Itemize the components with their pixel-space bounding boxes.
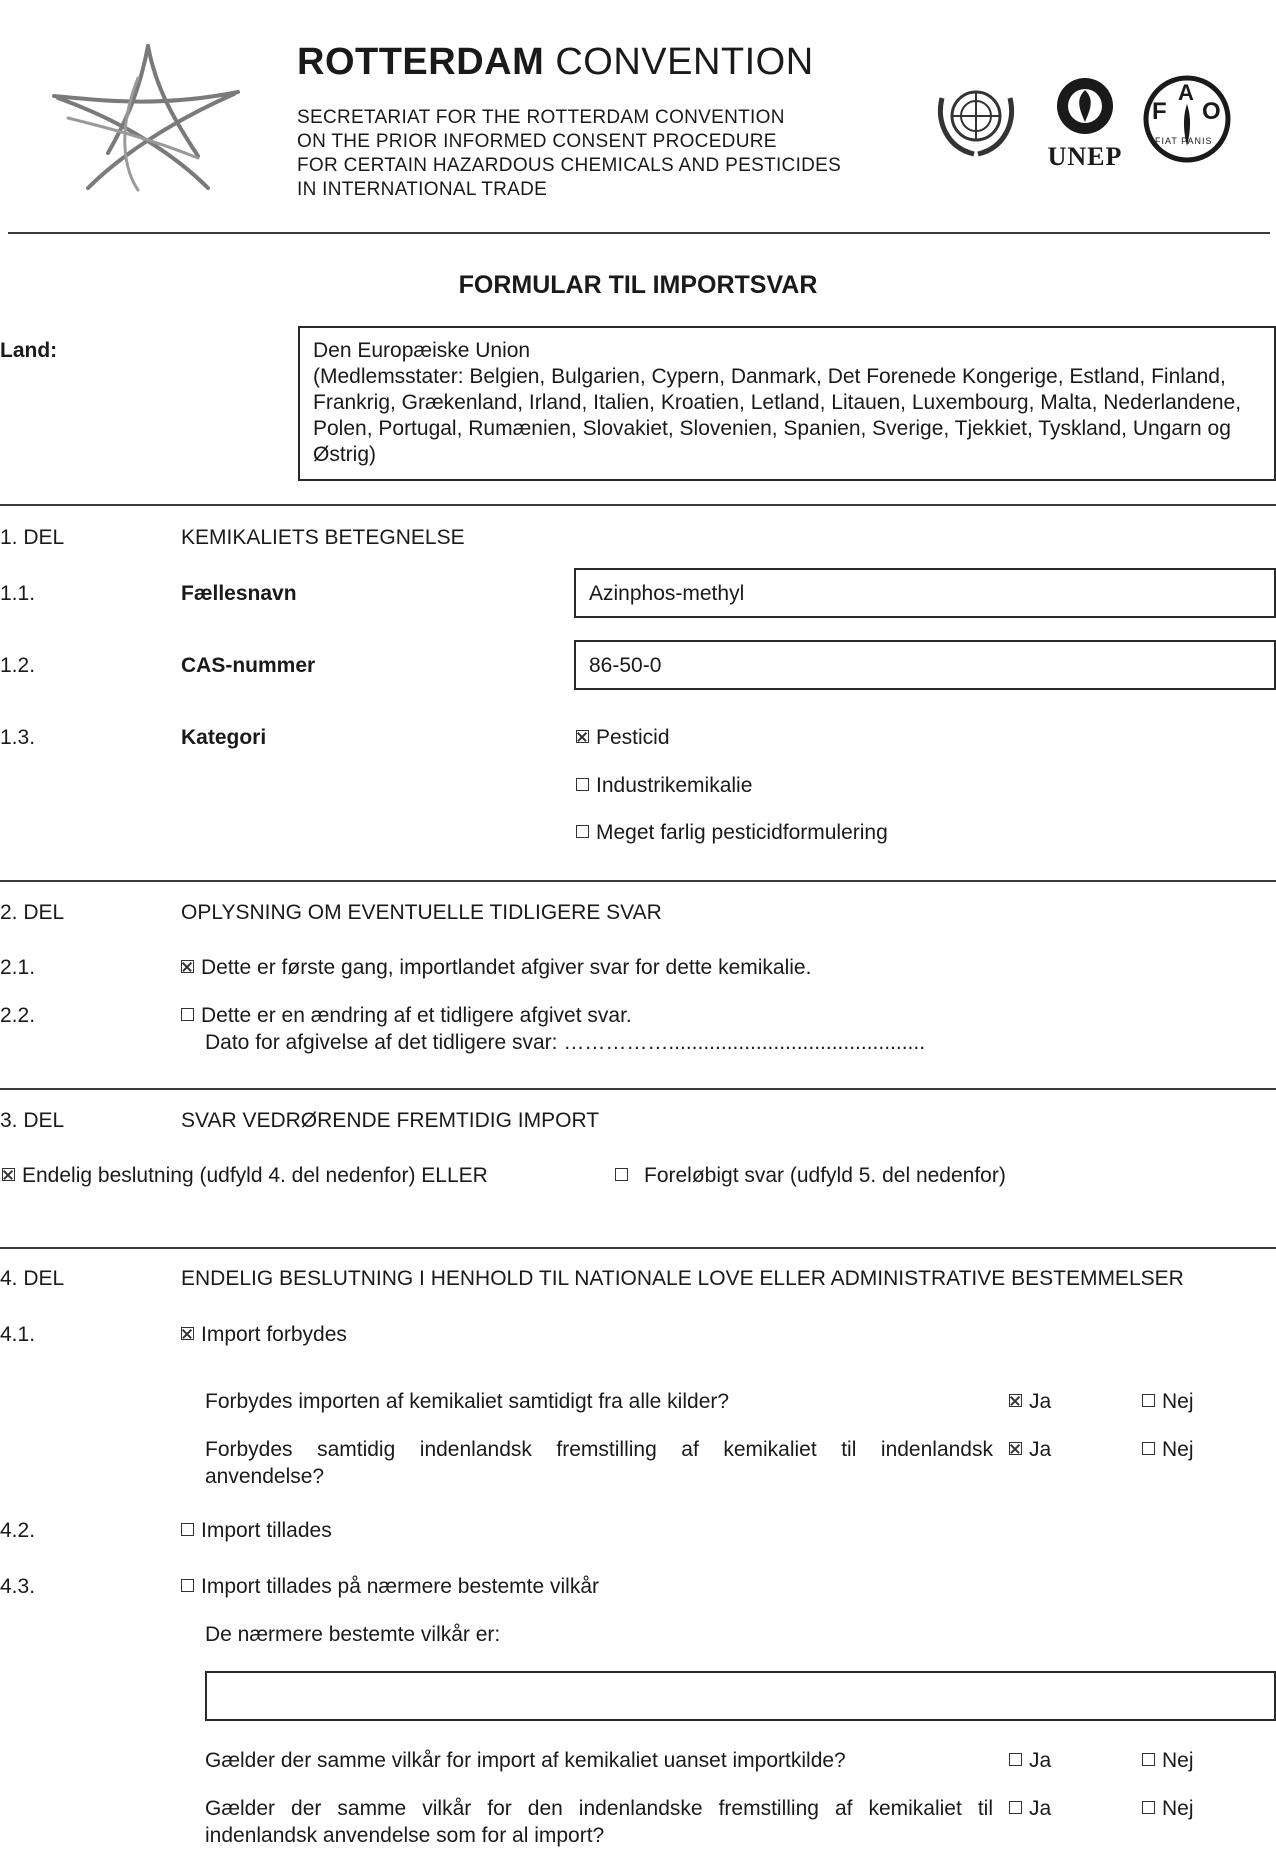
- country-label: Land:: [0, 339, 58, 362]
- subtitle-line: SECRETARIAT FOR THE ROTTERDAM CONVENTION: [297, 107, 785, 128]
- checkbox-icon[interactable]: [181, 1523, 194, 1536]
- subtitle-line: FOR CERTAIN HAZARDOUS CHEMICALS AND PESTICIDES: [297, 155, 842, 176]
- question-same-conditions-sources: Gælder der samme vilkår for import af kemikaliet uanset importkilde?: [205, 1749, 846, 1772]
- final-decision-label: Endelig beslutning (udfyld 4. del nedenfor) ELLER: [22, 1164, 488, 1187]
- part4-number: 4. DEL: [0, 1267, 65, 1290]
- common-name-number: 1.1.: [0, 582, 36, 605]
- cas-number-number: 1.2.: [0, 654, 36, 677]
- first-response-option[interactable]: [181, 955, 811, 981]
- question-domestic-production-cont: anvendelse?: [205, 1465, 325, 1488]
- final-decision-option[interactable]: [2, 1163, 488, 1189]
- checked-box-icon[interactable]: [2, 1168, 15, 1181]
- section-divider: [0, 1247, 1276, 1249]
- checkbox-icon[interactable]: [181, 1579, 194, 1592]
- question-same-conditions-production: Gælder der samme vilkår for den indenlandske fremstilling af kemikaliet til: [205, 1797, 993, 1820]
- country-line: Polen, Portugal, Rumænien, Slovakiet, Slovenien, Spanien, Sverige, Tjekkiet, Tyskland, Ungarn og: [313, 417, 1231, 440]
- checkbox-icon[interactable]: [1142, 1442, 1155, 1455]
- import-allowed-option[interactable]: [181, 1518, 332, 1544]
- import-prohibited-label: Import forbydes: [201, 1323, 347, 1346]
- convention-title-bold: ROTTERDAM: [297, 41, 545, 83]
- question-all-sources: Forbydes importen af kemikaliet samtidigt fra alle kilder?: [205, 1390, 730, 1413]
- change-response-number: 2.2.: [0, 1004, 36, 1027]
- subtitle-line: ON THE PRIOR INFORMED CONSENT PROCEDURE: [297, 131, 777, 152]
- form-title: FORMULAR TIL IMPORTSVAR: [458, 271, 818, 299]
- part1-heading: KEMIKALIETS BETEGNELSE: [181, 526, 465, 549]
- checkbox-icon[interactable]: [1009, 1753, 1022, 1766]
- option-label: Meget farlig pesticidformulering: [596, 821, 888, 844]
- common-name-value: Azinphos-methyl: [589, 582, 745, 605]
- question-all-sources-no[interactable]: [1142, 1389, 1194, 1415]
- unep-label: UNEP: [1047, 142, 1123, 171]
- change-response-label: Dette er en ændring af et tidligere afgivet svar.: [201, 1004, 632, 1027]
- convention-title-rest: CONVENTION: [555, 41, 814, 83]
- fao-logo: [1142, 74, 1232, 164]
- first-response-number: 2.1.: [0, 956, 36, 979]
- import-conditional-label: Import tillades på nærmere bestemte vilkår: [201, 1575, 599, 1598]
- import-conditional-number: 4.3.: [0, 1575, 36, 1598]
- question-domestic-production: Forbydes samtidig indenlandsk fremstilling af kemikaliet til indenlandsk: [205, 1438, 993, 1461]
- country-line: Østrig): [313, 443, 376, 466]
- checked-box-icon[interactable]: [1009, 1394, 1022, 1407]
- convention-title: [297, 40, 814, 84]
- fao-letter-a: A: [1178, 80, 1194, 105]
- fao-letter-o: O: [1202, 98, 1221, 125]
- part2-heading: OPLYSNING OM EVENTUELLE TIDLIGERE SVAR: [181, 901, 662, 924]
- checked-box-icon[interactable]: [181, 1327, 194, 1340]
- previous-response-date[interactable]: Dato for afgivelse af det tidligere svar: ……………............................................: [205, 1031, 926, 1054]
- import-allowed-number: 4.2.: [0, 1519, 36, 1542]
- no-label: Nej: [1162, 1749, 1194, 1772]
- category-number: 1.3.: [0, 726, 36, 749]
- import-prohibited-option[interactable]: [181, 1322, 347, 1348]
- import-prohibited-number: 4.1.: [0, 1323, 36, 1346]
- part3-number: 3. DEL: [0, 1109, 65, 1132]
- yes-label: Ja: [1029, 1749, 1052, 1772]
- yes-label: Ja: [1029, 1438, 1052, 1461]
- section-divider: [0, 1088, 1276, 1090]
- question-domestic-production-no[interactable]: [1142, 1437, 1194, 1463]
- header-divider: [8, 232, 1270, 234]
- no-label: Nej: [1162, 1797, 1194, 1820]
- cas-number-field[interactable]: [574, 640, 1276, 690]
- secretariat-subtitle: [297, 106, 841, 202]
- checkbox-icon[interactable]: [1142, 1394, 1155, 1407]
- option-label: Pesticid: [596, 726, 670, 749]
- cas-number-label: CAS-nummer: [181, 654, 316, 677]
- fao-letter-f: F: [1152, 98, 1167, 125]
- import-allowed-label: Import tillades: [201, 1519, 332, 1542]
- no-label: Nej: [1162, 1438, 1194, 1461]
- part4-heading: ENDELIG BESLUTNING I HENHOLD TIL NATIONALE LOVE ELLER ADMINISTRATIVE BESTEMMELSER: [181, 1267, 1184, 1290]
- checkbox-icon[interactable]: [576, 778, 589, 791]
- interim-response-option[interactable]: [615, 1163, 1006, 1189]
- category-option-industrial[interactable]: [576, 773, 752, 799]
- common-name-field[interactable]: [574, 568, 1276, 618]
- first-response-label: Dette er første gang, importlandet afgiver svar for dette kemikalie.: [201, 956, 812, 979]
- question-domestic-production-yes[interactable]: [1009, 1437, 1051, 1463]
- subtitle-line: IN INTERNATIONAL TRADE: [297, 179, 548, 200]
- yes-label: Ja: [1029, 1390, 1052, 1413]
- section-divider: [0, 880, 1276, 882]
- category-option-pesticide[interactable]: [576, 725, 670, 751]
- checked-box-icon[interactable]: [181, 960, 194, 973]
- category-label: Kategori: [181, 726, 267, 749]
- country-line: (Medlemsstater: Belgien, Bulgarien, Cypern, Danmark, Det Forenede Kongerige, Estland, Finland,: [313, 365, 1226, 388]
- country-line: Den Europæiske Union: [313, 339, 531, 362]
- unep-logo: [1040, 76, 1130, 171]
- conditions-label: De nærmere bestemte vilkår er:: [205, 1623, 501, 1646]
- part1-number: 1. DEL: [0, 526, 65, 549]
- question-same-conditions-sources-no[interactable]: [1142, 1748, 1194, 1774]
- checkbox-icon[interactable]: [615, 1168, 628, 1181]
- checked-box-icon[interactable]: [1009, 1442, 1022, 1455]
- checkbox-icon[interactable]: [576, 825, 589, 838]
- import-conditional-option[interactable]: [181, 1574, 599, 1600]
- checkbox-icon[interactable]: [1142, 1753, 1155, 1766]
- yes-label: Ja: [1029, 1797, 1052, 1820]
- section-divider: [0, 504, 1276, 506]
- fao-motto: FIAT PANIS: [1155, 136, 1213, 146]
- part2-number: 2. DEL: [0, 901, 65, 924]
- question-all-sources-yes[interactable]: [1009, 1389, 1051, 1415]
- rotterdam-star-logo: [48, 38, 248, 198]
- country-box: [298, 326, 1276, 481]
- common-name-label: Fællesnavn: [181, 582, 297, 605]
- no-label: Nej: [1162, 1390, 1194, 1413]
- checkbox-icon[interactable]: [181, 1008, 194, 1021]
- question-same-conditions-sources-yes[interactable]: [1009, 1748, 1051, 1774]
- un-emblem-icon: [928, 78, 1024, 160]
- checkbox-icon[interactable]: [1142, 1801, 1155, 1814]
- country-line: Frankrig, Grækenland, Irland, Italien, Kroatien, Letland, Litauen, Luxembourg, Malta, Nederlandene,: [313, 391, 1242, 414]
- checkbox-icon[interactable]: [1009, 1801, 1022, 1814]
- category-option-hazardous-formulation[interactable]: [576, 820, 888, 846]
- change-response-option[interactable]: [181, 1003, 632, 1029]
- question-same-conditions-production-no[interactable]: [1142, 1796, 1194, 1822]
- part3-heading: SVAR VEDRØRENDE FREMTIDIG IMPORT: [181, 1109, 600, 1132]
- option-label: Industrikemikalie: [596, 774, 753, 797]
- question-same-conditions-production-yes[interactable]: [1009, 1796, 1051, 1822]
- conditions-field[interactable]: [205, 1671, 1276, 1721]
- interim-response-label: Foreløbigt svar (udfyld 5. del nedenfor): [644, 1164, 1006, 1187]
- question-same-conditions-production-cont: indenlandsk anvendelse som for al import?: [205, 1824, 605, 1847]
- checked-box-icon[interactable]: [576, 730, 589, 743]
- cas-number-value: 86-50-0: [589, 654, 662, 677]
